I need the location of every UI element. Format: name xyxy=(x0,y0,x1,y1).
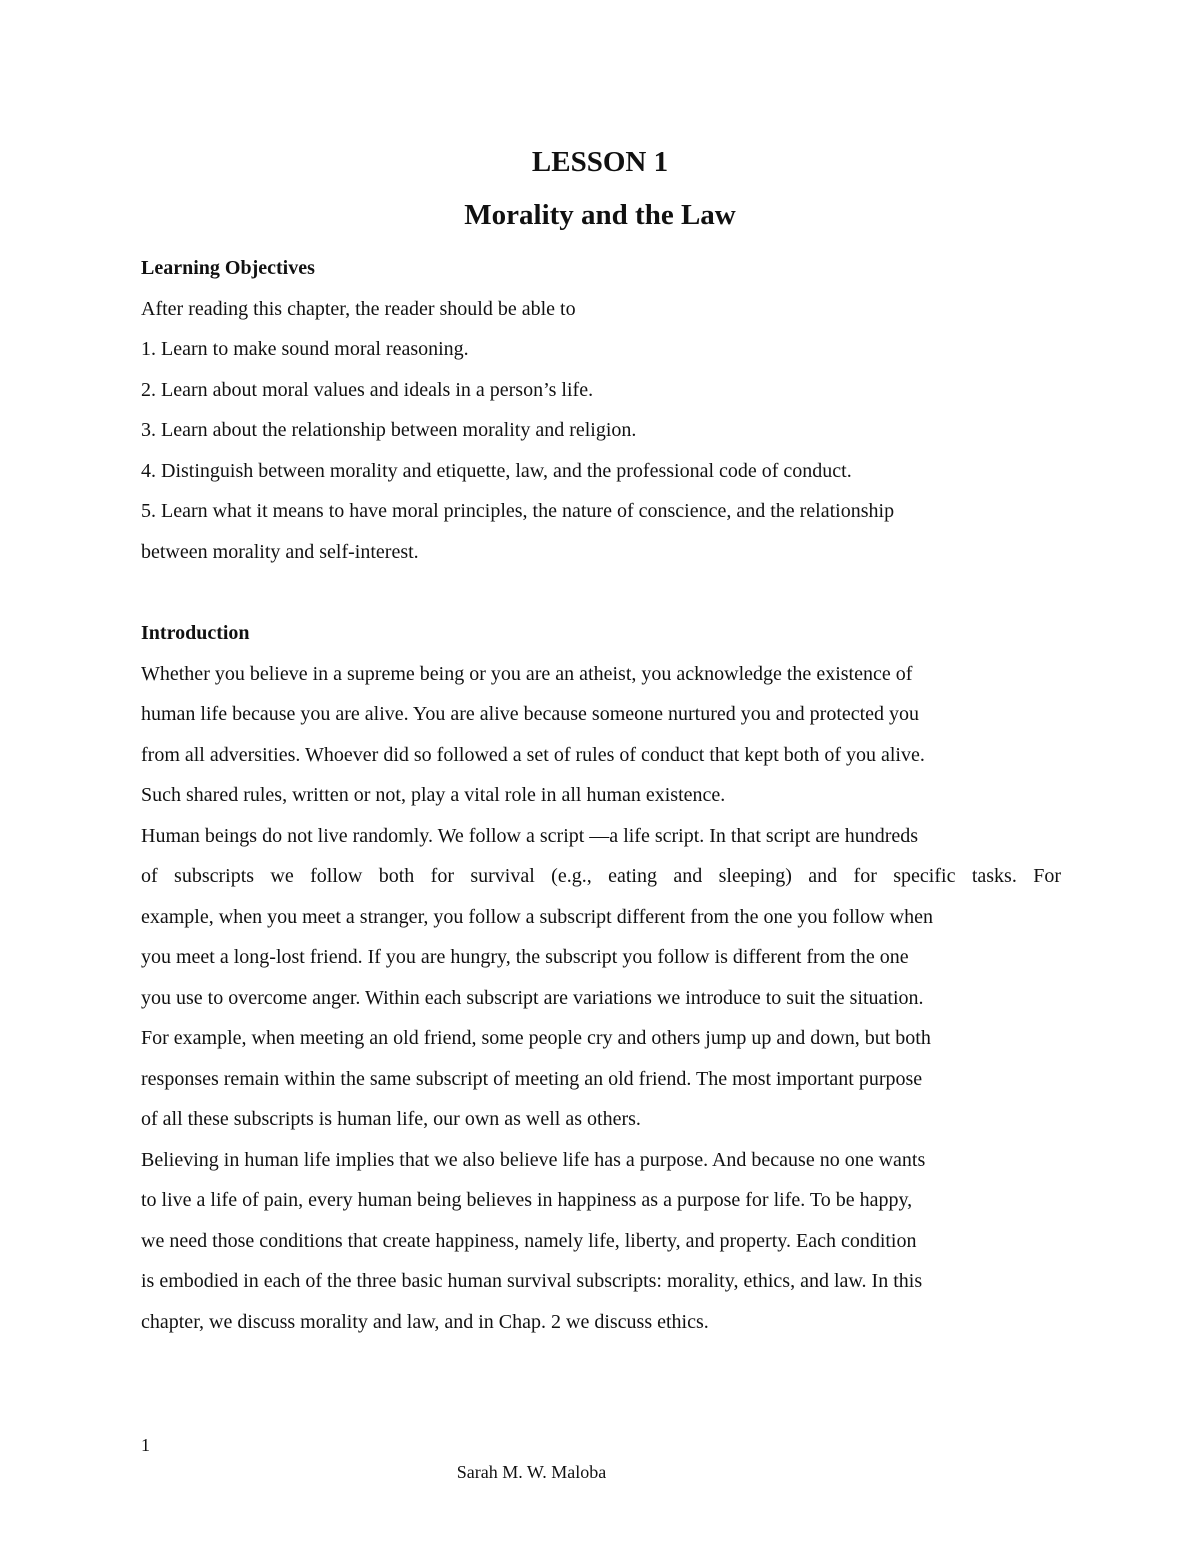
page-title: Morality and the Law xyxy=(464,199,736,231)
paragraph-line: of all these subscripts is human life, our own as well as others. xyxy=(141,1108,641,1130)
objective-item-4: 4. Distinguish between morality and etiquette, law, and the professional code of conduct. xyxy=(141,459,852,482)
paragraph-line: chapter, we discuss morality and law, and in Chap. 2 we discuss ethics. xyxy=(141,1310,709,1333)
introduction-paragraph-1 xyxy=(141,654,1061,816)
paragraph-line: of subscripts we follow both for survival (e.g., eating and sleeping) and for specific tasks. For xyxy=(141,865,1061,887)
page-number: 1 xyxy=(141,1435,150,1455)
objective-item-2: 2. Learn about moral values and ideals in a person’s life. xyxy=(141,378,594,401)
document-body xyxy=(141,248,1061,1342)
paragraph-line: is embodied in each of the three basic human survival subscripts: morality, ethics, and law. In this xyxy=(141,1270,923,1292)
paragraph-line: you meet a long-lost friend. If you are hungry, the subscript you follow is different from the one xyxy=(141,946,909,968)
objective-item-5: 5. Learn what it means to have moral principles, the nature of conscience, and the relationship xyxy=(141,500,895,522)
objective-item-1: 1. Learn to make sound moral reasoning. xyxy=(141,338,469,360)
paragraph-line: Whether you believe in a supreme being or you are an atheist, you acknowledge the existence of xyxy=(141,662,913,685)
introduction-paragraph-2 xyxy=(141,816,1061,1140)
section-spacer xyxy=(141,572,1061,613)
objective-item-5-continued: between morality and self-interest. xyxy=(141,540,419,563)
paragraph-line: Human beings do not live randomly. We follow a script —a life script. In that script are hundreds xyxy=(141,824,919,847)
paragraph-line: Such shared rules, written or not, play a vital role in all human existence. xyxy=(141,784,726,806)
paragraph-line: For example, when meeting an old friend, some people cry and others jump up and down, but both xyxy=(141,1027,931,1049)
paragraph-line: responses remain within the same subscript of meeting an old friend. The most important purpose xyxy=(141,1067,923,1090)
objective-item-3: 3. Learn about the relationship between morality and religion. xyxy=(141,419,637,441)
paragraph-line: you use to overcome anger. Within each subscript are variations we introduce to suit the situation. xyxy=(141,986,924,1009)
paragraph-line: we need those conditions that create happiness, namely life, liberty, and property. Each condition xyxy=(141,1229,917,1252)
objectives-heading: Learning Objectives xyxy=(141,257,315,279)
introduction-heading: Introduction xyxy=(141,622,250,644)
objectives-lead: After reading this chapter, the reader should be able to xyxy=(141,297,576,320)
introduction-paragraph-3 xyxy=(141,1140,1061,1343)
paragraph-line: example, when you meet a stranger, you follow a subscript different from the one you follow when xyxy=(141,905,933,928)
paragraph-line: from all adversities. Whoever did so followed a set of rules of conduct that kept both of you alive. xyxy=(141,743,925,766)
paragraph-line: human life because you are alive. You are alive because someone nurtured you and protected you xyxy=(141,703,920,725)
lesson-label: LESSON 1 xyxy=(531,146,669,178)
paragraph-line: to live a life of pain, every human being believes in happiness as a purpose for life. To be happy, xyxy=(141,1189,913,1211)
paragraph-line: Believing in human life implies that we also believe life has a purpose. And because no one wants xyxy=(141,1148,926,1171)
footer-author: Sarah M. W. Maloba xyxy=(456,1462,607,1482)
